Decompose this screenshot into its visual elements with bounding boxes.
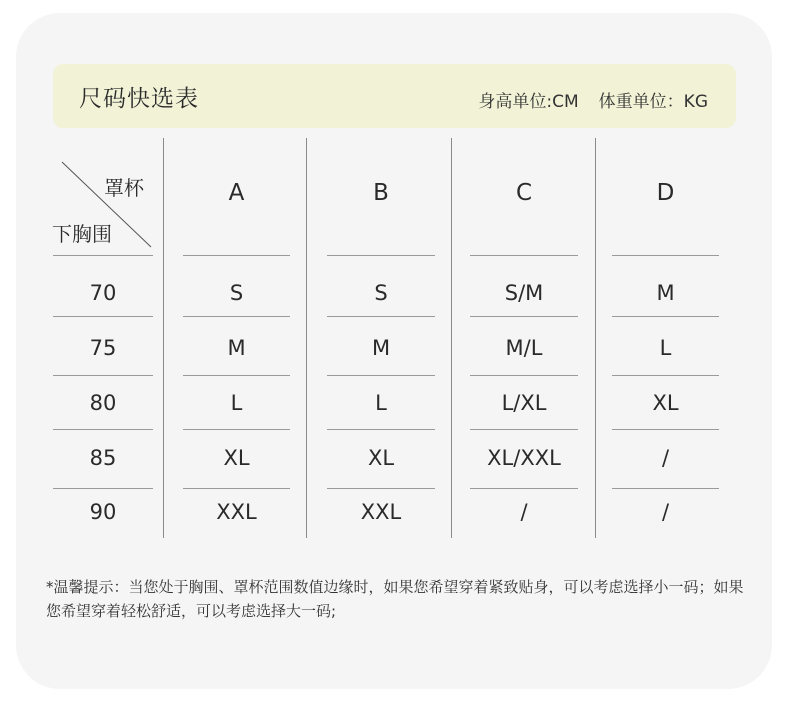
size-cell: XL [367,446,395,470]
underbust-value: 75 [89,336,117,360]
size-cell: L/XL [501,391,547,415]
cup-column-header: A [228,180,245,206]
row-divider [327,255,435,256]
column-divider [595,138,596,538]
row-divider [53,316,153,317]
size-cell: XXL [216,500,257,524]
row-divider [470,375,578,376]
size-cell: S/M [504,281,544,305]
size-cell: L [659,336,672,360]
size-cell: M/L [505,336,543,360]
row-divider [470,429,578,430]
size-cell: / [661,446,670,470]
cup-column-header: C [515,180,533,206]
height-unit: 身高单位:CM [478,92,579,112]
column-divider [163,138,164,538]
row-divider [612,255,719,256]
size-cell: M [656,281,675,305]
size-cell: L [375,391,387,415]
underbust-value: 85 [89,446,117,470]
row-divider [53,255,153,256]
size-cell: M [371,336,391,360]
row-divider [612,316,719,317]
unit-info [478,87,708,112]
row-divider [183,375,290,376]
row-divider [612,488,719,489]
cup-label: 罩杯 [104,176,144,200]
row-divider [612,429,719,430]
column-divider [451,138,452,538]
row-divider [183,488,290,489]
size-chart-header [53,64,736,128]
size-tip-note: *温馨提示：当您处于胸围、罩杯范围数值边缘时，如果您希望穿着紧致贴身，可以考虑选择小一码；如果您希望穿着轻松舒适，可以考虑选择大一码; [46,578,744,620]
row-divider [53,375,153,376]
chart-title: 尺码快选表 [79,86,199,112]
underbust-value: 70 [89,281,117,305]
underbust-label: 下胸围 [52,222,112,246]
row-divider [327,375,435,376]
underbust-value: 90 [89,500,117,524]
size-cell: XL [223,446,250,470]
row-divider [53,488,153,489]
row-divider [327,316,435,317]
size-cell: XXL [360,500,402,524]
corner-header-cell [52,160,152,248]
row-divider [183,429,290,430]
size-cell: / [520,500,528,524]
row-divider [327,488,435,489]
row-divider [183,255,290,256]
row-divider [470,316,578,317]
weight-unit: 体重单位：KG [598,92,708,112]
row-divider [183,316,290,317]
row-divider [612,375,719,376]
size-cell: L [230,391,243,415]
size-cell: / [661,500,670,524]
size-cell: S [374,281,388,305]
column-divider [306,138,307,538]
row-divider [470,488,578,489]
underbust-value: 80 [89,391,117,415]
row-divider [53,429,153,430]
cup-column-header: D [656,180,675,206]
row-divider [470,255,578,256]
cup-column-header: B [373,180,389,206]
size-cell: XL [652,391,679,415]
size-cell: M [227,336,246,360]
size-cell: S [229,281,244,305]
size-cell: XL/XXL [487,446,561,470]
row-divider [327,429,435,430]
